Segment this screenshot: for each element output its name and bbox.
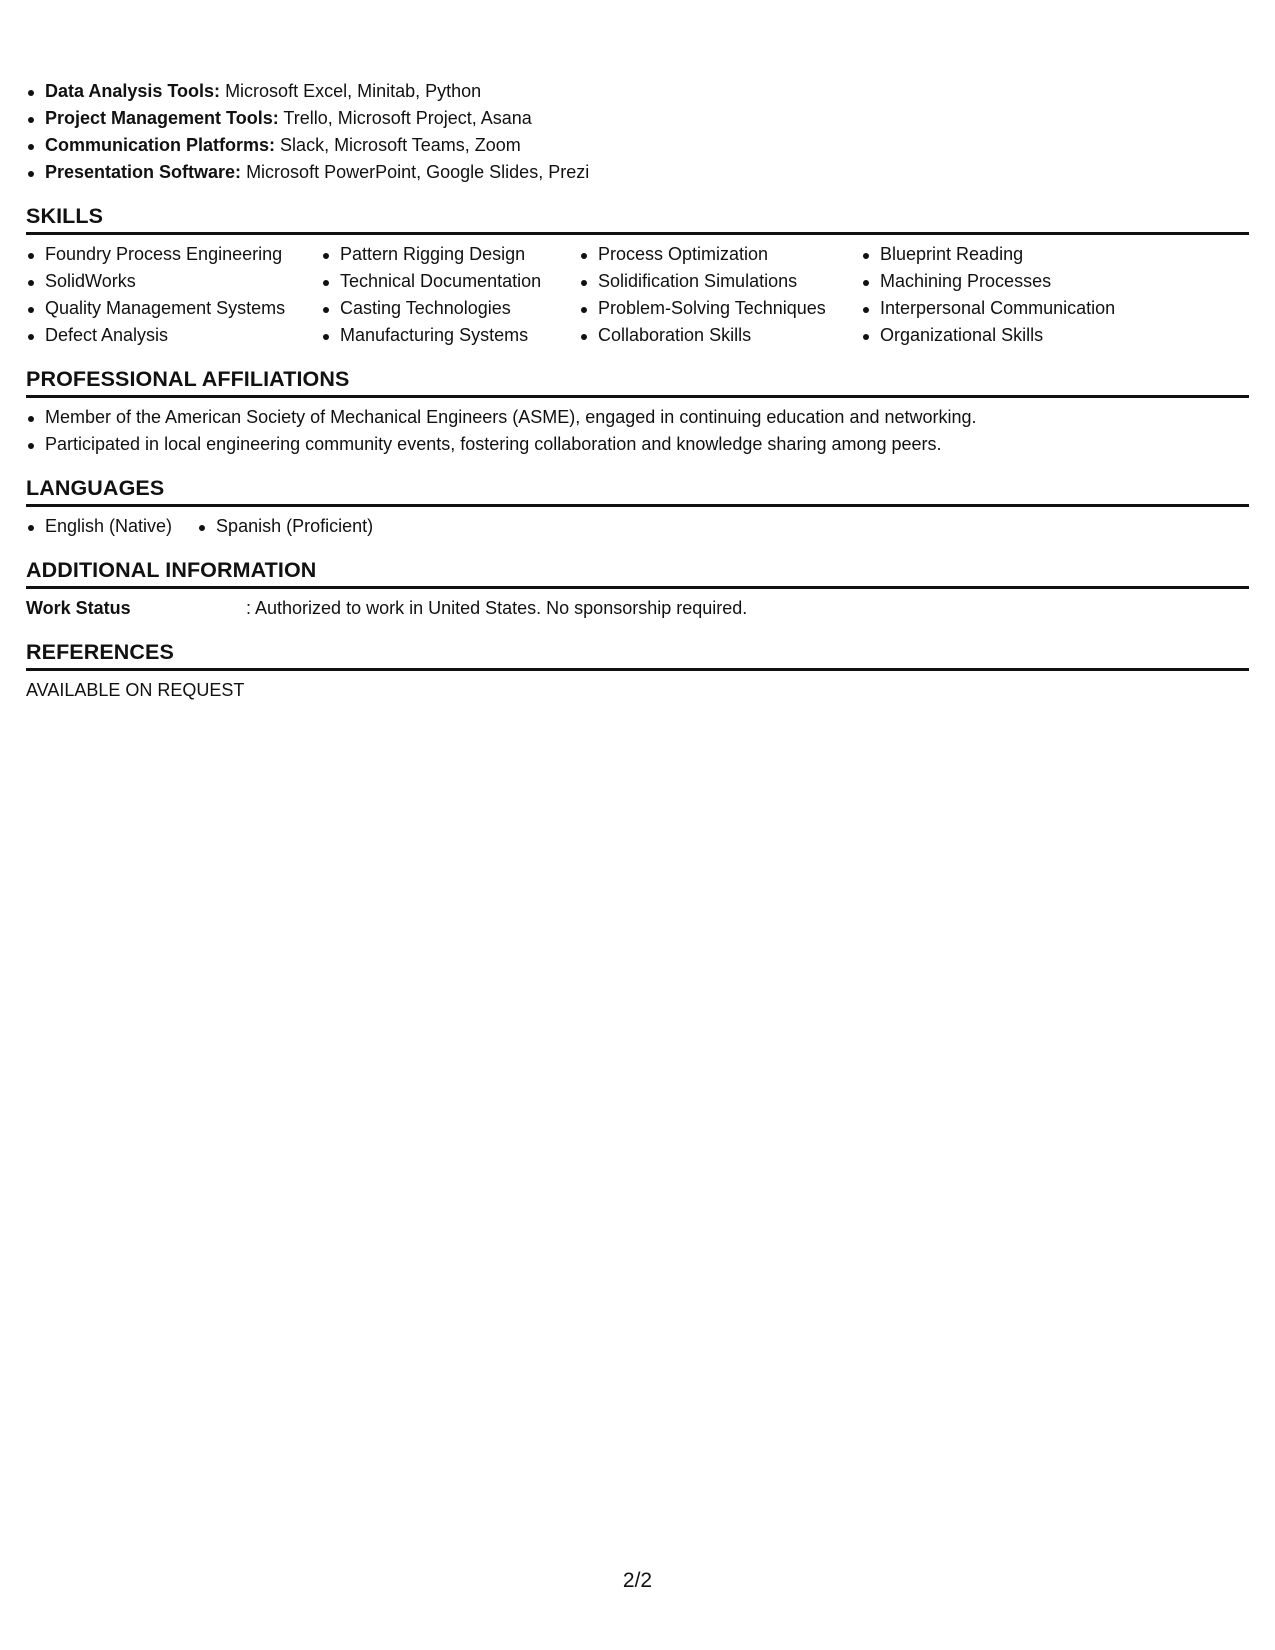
skills-column <box>26 241 321 349</box>
skill-item: Manufacturing Systems <box>321 322 579 349</box>
tools-item-value: Trello, Microsoft Project, Asana <box>283 108 532 128</box>
skill-item: Problem-Solving Techniques <box>579 295 861 322</box>
skill-item: Interpersonal Communication <box>861 295 1161 322</box>
skill-item: Collaboration Skills <box>579 322 861 349</box>
skill-item: Blueprint Reading <box>861 241 1161 268</box>
skill-item: Foundry Process Engineering <box>26 241 321 268</box>
tools-item-project-management <box>26 105 1249 132</box>
skill-item: Casting Technologies <box>321 295 579 322</box>
affiliation-item: Participated in local engineering community events, fostering collaboration and knowledge sharing among peers. <box>26 431 1249 458</box>
language-item: Spanish (Proficient) <box>197 513 373 540</box>
tools-item-data-analysis <box>26 78 1249 105</box>
skill-item: Machining Processes <box>861 268 1161 295</box>
tools-item-communication <box>26 132 1249 159</box>
skill-item: Pattern Rigging Design <box>321 241 579 268</box>
additional-info-heading: ADDITIONAL INFORMATION <box>26 557 1249 589</box>
skill-item: Organizational Skills <box>861 322 1161 349</box>
work-status-row <box>26 595 1249 622</box>
work-status-label: Work Status <box>26 598 131 618</box>
affiliations-heading: PROFESSIONAL AFFILIATIONS <box>26 366 1249 398</box>
skill-item: Quality Management Systems <box>26 295 321 322</box>
affiliations-list <box>26 404 1249 458</box>
tools-item-value: Slack, Microsoft Teams, Zoom <box>280 135 521 155</box>
tools-item-value: Microsoft PowerPoint, Google Slides, Prezi <box>246 162 590 182</box>
tools-list <box>26 78 1249 186</box>
skills-column <box>579 241 861 349</box>
languages-heading: LANGUAGES <box>26 475 1249 507</box>
references-heading: REFERENCES <box>26 639 1249 671</box>
skills-column <box>861 241 1161 349</box>
affiliation-item: Member of the American Society of Mechanical Engineers (ASME), engaged in continuing education and networking. <box>26 404 1249 431</box>
tools-item-label: Communication Platforms: <box>45 135 276 155</box>
references-text: AVAILABLE ON REQUEST <box>26 680 245 700</box>
tools-item-presentation <box>26 159 1249 186</box>
skill-item: SolidWorks <box>26 268 321 295</box>
skill-item: Defect Analysis <box>26 322 321 349</box>
page-number: 2/2 <box>622 1569 653 1592</box>
skill-item: Solidification Simulations <box>579 268 861 295</box>
skills-column <box>321 241 579 349</box>
tools-item-value: Microsoft Excel, Minitab, Python <box>225 81 482 101</box>
skill-item: Technical Documentation <box>321 268 579 295</box>
tools-item-label: Project Management Tools: <box>45 108 279 128</box>
tools-item-label: Presentation Software: <box>45 162 242 182</box>
languages-list <box>26 513 1249 540</box>
skills-grid <box>26 241 1249 349</box>
work-status-value: : Authorized to work in United States. No sponsorship required. <box>246 598 748 618</box>
skill-item: Process Optimization <box>579 241 861 268</box>
resume-content <box>26 78 1249 704</box>
language-item: English (Native) <box>26 513 172 540</box>
skills-heading: SKILLS <box>26 203 1249 235</box>
tools-item-label: Data Analysis Tools: <box>45 81 221 101</box>
